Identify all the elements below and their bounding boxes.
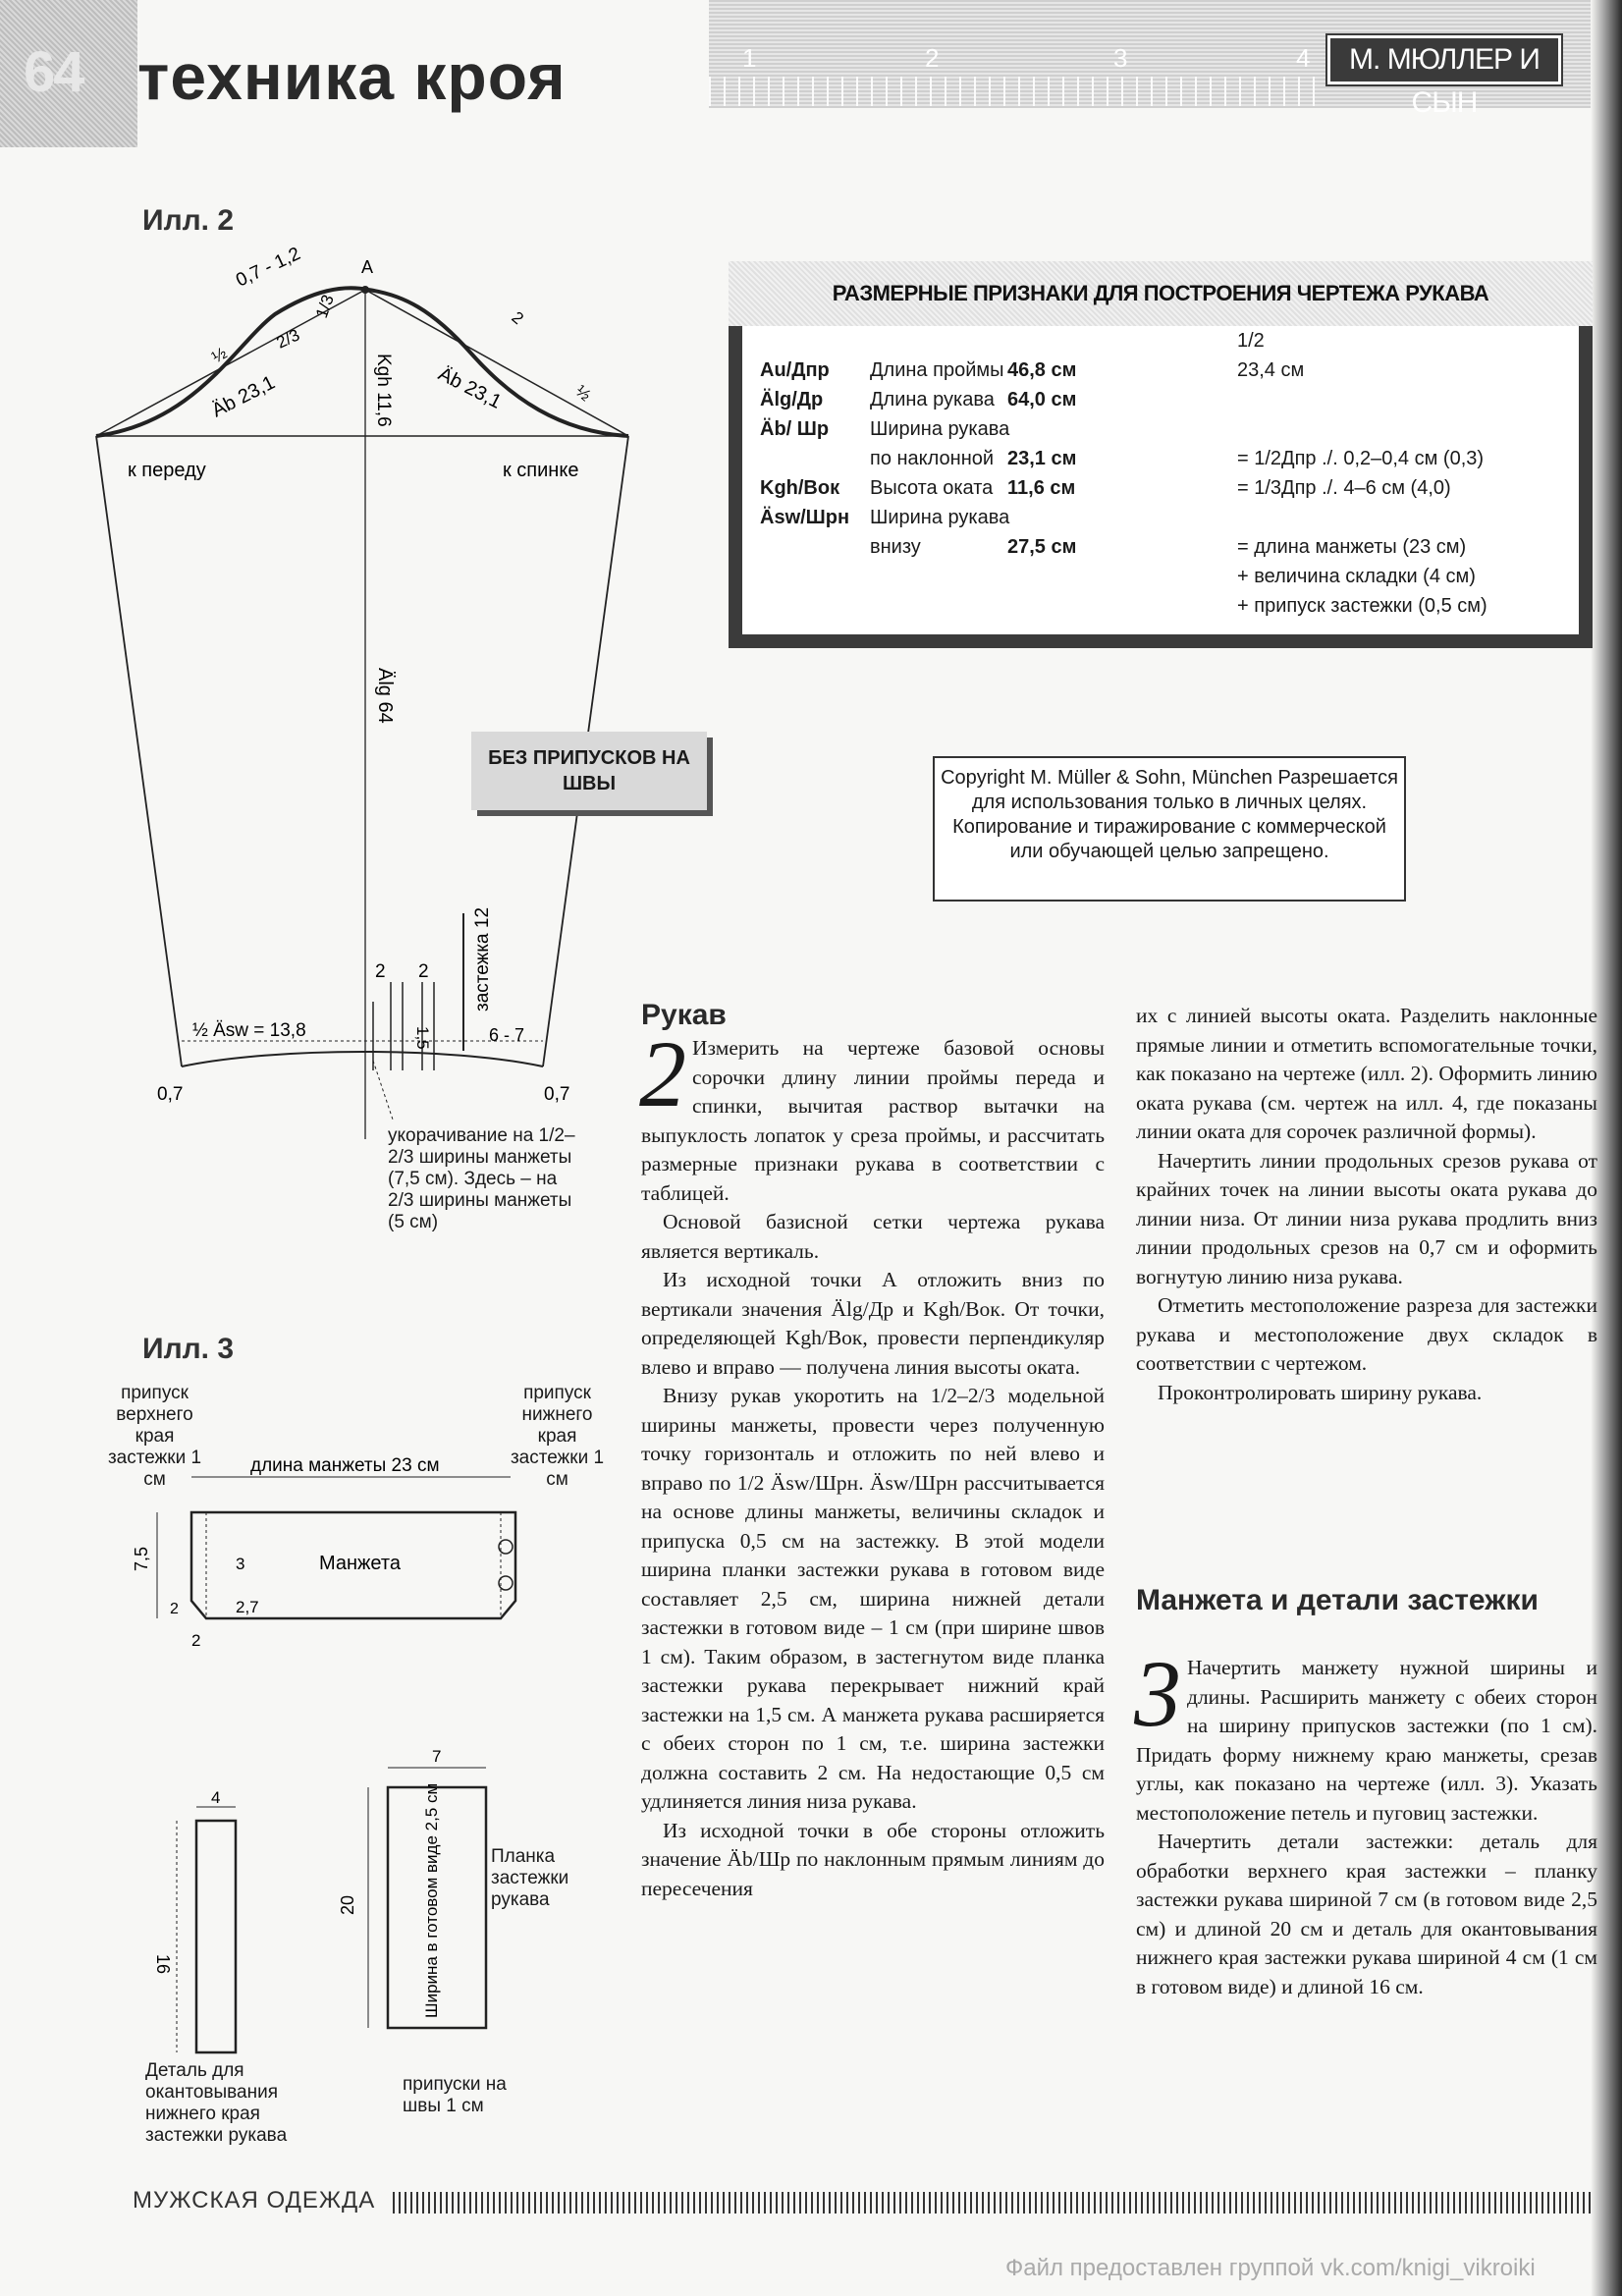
table-code: Kgh/Вок [760,477,840,499]
no-seam-allowance-badge: БЕЗ ПРИПУСКОВ НА ШВЫ [471,732,707,810]
svg-text:1,5: 1,5 [413,1026,432,1050]
svg-text:2: 2 [191,1631,201,1650]
dropcap: 3 [1134,1641,1181,1746]
svg-text:½: ½ [571,381,595,406]
svg-text:½: ½ [208,343,231,367]
ill3-title: Илл. 3 [142,1333,235,1365]
hem-line [182,1052,543,1066]
svg-text:4: 4 [211,1788,221,1807]
svg-text:16: 16 [153,1954,173,1975]
ruler-number: 1 [742,43,757,73]
binding-label: Деталь для окантовывания нижнего края застежки рукава [145,2060,288,2146]
text-column-2b: 3 Начертить манжету нужной ширины и длины. Расширить манжету с обеих сторон на ширину припусков застежки (по 1 см). Придать форму нижнему краю манжеты, срезав углы, как показано на чертеже (илл. 3). Указать местоположение петель и пуговиц застежки. Начертить детали застежки: деталь для обработки верхнего края застежки – планку застежки рукава шириной 7 см (в готовом виде 2,5 см) и длиной 20 см и деталь для окантовывания нижнего края застежки рукава шириной 4 см (1 см в готовом виде) и длиной 16 см. [1134,1641,1597,1998]
footer-bar [393,2192,1591,2214]
svg-text:0,7: 0,7 [157,1084,184,1105]
svg-text:2: 2 [418,961,429,982]
table-code: Äb/ Шр [760,418,830,440]
table-code: Älg/Др [760,389,824,410]
dropcap: 2 [639,1021,686,1126]
svg-text:6 - 7: 6 - 7 [489,1025,525,1045]
svg-text:Манжета: Манжета [319,1553,401,1574]
placket-label: Планка застежки рукава [491,1846,569,1910]
section-title: техника кроя [137,40,567,113]
svg-text:2: 2 [508,307,527,329]
svg-text:к переду: к переду [128,460,206,481]
svg-text:½ Äsw = 13,8: ½ Äsw = 13,8 [192,1020,306,1041]
heading-sleeve: Рукав [641,999,727,1031]
svg-text:1/3: 1/3 [311,292,338,321]
header-ruler-ticks [709,77,1318,106]
copyright-box: Copyright M. Müller & Sohn, München Разрешается для использования только в личных целях. Копирование и тиражирование с коммерческой или обучающей целью запрещено. [933,756,1406,902]
cuff-drawing [132,1453,550,1669]
svg-text:2: 2 [170,1601,179,1617]
credit-line: Файл предоставлен группой vk.com/knigi_vikroiki [1005,2255,1536,2281]
text-column-2: их с линией высоты оката. Разделить наклонные прямые линии и отметить вспомогательные точки, как показано на чертеже (илл. 2). Оформить линию оката рукава (см. чертеж на илл. 4, где показаны линии оката для сорочек различной формы). Начертить линии продольных срезов рукава от крайних точек на линии высоты оката рукава до линии низа. От линии низа рукава продлить вниз линии продольных срезов на 0,7 см и оформить вогнутую линию низа рукава. Отметить местоположение разреза для застежки рукава и местоположение двух складок в соответствии с чертежом. Проконтролировать ширину рукава. [1136,1004,1597,1404]
table-code: Au/Дпр [760,359,830,381]
svg-text:Äb 23,1: Äb 23,1 [208,371,279,422]
placket-drawing [334,1738,511,2052]
seam-allowance-label: припуски на швы 1 см [403,2074,507,2116]
page-number: 64 [24,40,83,104]
footer-title: МУЖСКАЯ ОДЕЖДА [133,2187,376,2214]
ruler-number: 3 [1113,43,1128,73]
shorten-note: укорачивание на 1/2–2/3 ширины манжеты (7,5 см). Здесь – на 2/3 ширины манжеты (5 см) [388,1125,575,1232]
lower-allowance-label: припуск нижнего края застежки 1 см [510,1383,605,1490]
svg-text:застежка 12: застежка 12 [472,906,493,1011]
svg-text:2,7: 2,7 [236,1598,259,1616]
brand-badge: М. МЮЛЛЕР И СЫН [1327,35,1561,84]
ruler-number: 2 [925,43,940,73]
svg-text:7: 7 [432,1747,442,1766]
sleeve-drawing [79,236,687,1149]
measurements-table: РАЗМЕРНЫЕ ПРИЗНАКИ ДЛЯ ПОСТРОЕНИЯ ЧЕРТЕЖА РУКАВА 1/2 Au/Дпр Длина проймы 46,8 см 23,4 см Älg/Др Длина рукава 64,0 см Äb/ Шр Ширина рукава по наклонной 23,1 см = 1/2Дпр ./. 0,2–0,4 см (0,3) Kgh/Вок Высота оката 11,6 см = 1/3Дпр ./. 4–6 см (4,0) Äsw/Шрн Ширина рукава внизу 27,5 см = длина манжеты (23 см) + величина складки (4 см) + припуск застежки (0,5 см) [729,261,1593,648]
table-title: РАЗМЕРНЫЕ ПРИЗНАКИ ДЛЯ ПОСТРОЕНИЯ ЧЕРТЕЖА РУКАВА [729,261,1593,328]
ruler-number: 4 [1296,43,1311,73]
table-code: Äsw/Шрн [760,507,850,528]
svg-text:2: 2 [375,961,386,982]
svg-text:A: A [361,257,374,277]
binding-outline [196,1821,236,2052]
diagonal-back [365,290,628,436]
sleeve-cap-line [96,288,628,436]
upper-allowance-label: припуск верхнего края застежки 1 см [107,1383,202,1490]
range-label: 0,7 - 1,2 [233,244,304,292]
text-column-1: 2 Измерить на чертеже базовой основы сорочки длину линии проймы переда и спинки, вычитая раствор вытачки на выпуклость лопаток у среза проймы, и рассчитать размерные признаки рукава в соответствии с таблицей. Основой базисной сетки чертежа рукава является вертикаль. Из исходной точки А отложить вниз по вертикали значения Älg/Др и Kgh/Вок. От точки, определяющей Kgh/Вок, провести перпендикуляр влево и вправо — получена линия высоты оката. Внизу рукав укоротить на 1/2–2/3 модельной ширины манжеты, провести через полученную точку горизонталь и отложить по ней влево и вправо по 1/2 Äsw/Шрн. Äsw/Шрн рассчитывается на основе длины манжеты, величины складок и припуска 0,5 см на застежку. В этой модели ширина планки застежки рукава в готовом виде составляет 2,5 см, ширина нижней детали застежки в готовом виде – 1 см (при ширине швов 1 см). Таким образом, в застегнутом виде планка застежки рукава перекрывает нижний край застежки на 1,5 см. А манжета рукава расширяется с обеих сторон по 1 см, т.е. ширина застежки должна составить 2 см. На недостающие 0,5 см удлиняется линия низа рукава. Из исходной точки в обе стороны отложить значение Äb/Шр по наклонным прямым линиям до пересечения [639,1021,1105,1900]
svg-text:Kgh 11,6: Kgh 11,6 [373,354,394,427]
ill2-title: Илл. 2 [142,204,235,237]
svg-text:20: 20 [338,1894,357,1915]
svg-text:2/3: 2/3 [273,325,303,353]
svg-text:Älg 64: Älg 64 [374,668,396,724]
svg-text:7,5: 7,5 [132,1546,151,1571]
svg-text:3: 3 [236,1555,245,1573]
front-side-seam [96,436,182,1066]
svg-text:0,7: 0,7 [544,1084,570,1105]
svg-text:Ширина в готовом виде 2,5 см: Ширина в готовом виде 2,5 см [422,1782,441,2018]
heading-cuff: Манжета и детали застежки [1136,1584,1539,1616]
svg-text:длина манжеты 23 см: длина манжеты 23 см [250,1455,440,1476]
svg-text:Äb 23,1: Äb 23,1 [434,362,506,413]
svg-text:к спинке: к спинке [503,460,579,481]
